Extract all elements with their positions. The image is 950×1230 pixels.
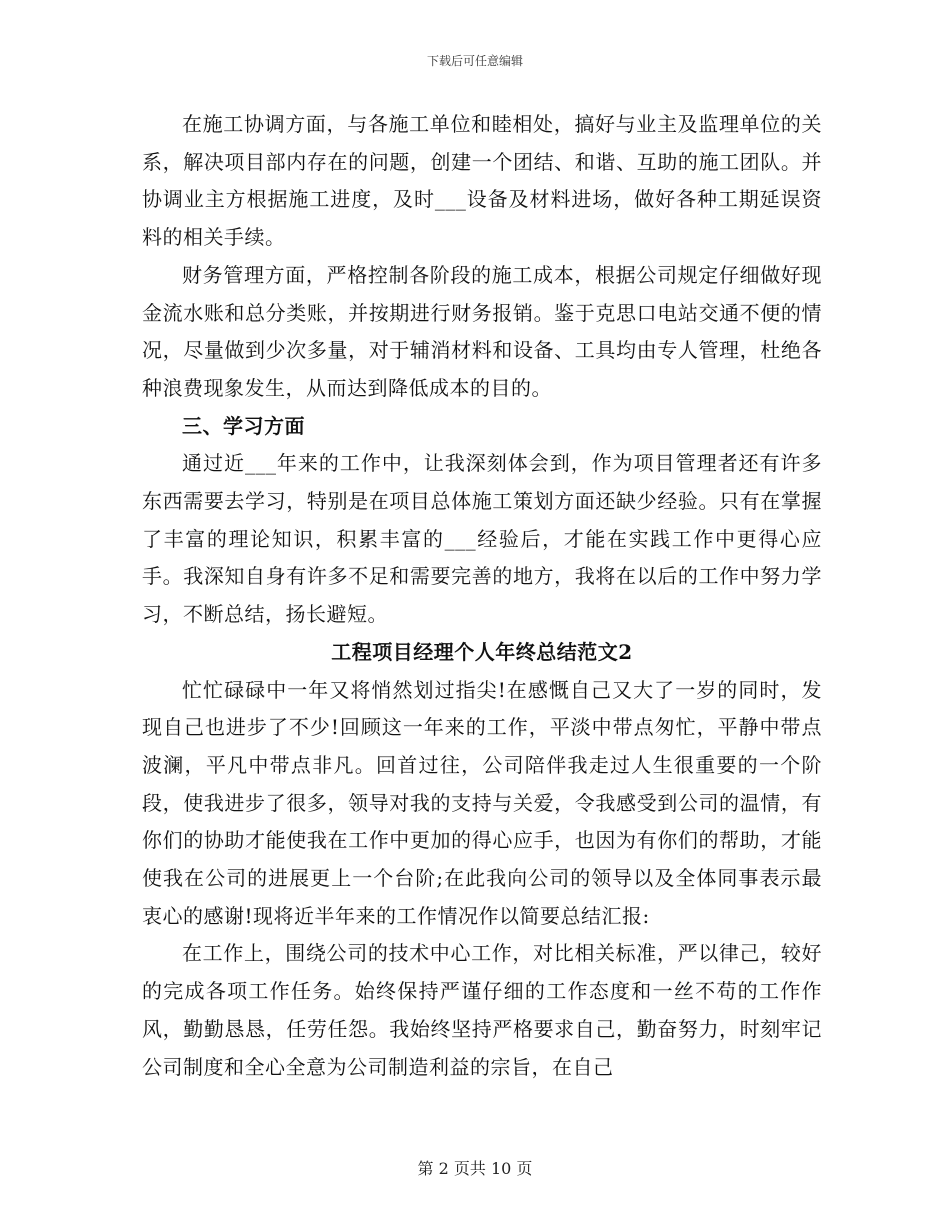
paragraph-construction-coordination: 在施工协调方面，与各施工单位和睦相处，搞好与业主及监理单位的关系，解决项目部内存在的问题，创建一个团结、和谐、互助的施工团队。并协调业主方根据施工进度，及时___设备及材料进场，做好各种工期延误资料的相关手续。 xyxy=(142,112,822,250)
paragraph-year-review: 忙忙碌碌中一年又将悄然划过指尖!在感慨自己又大了一岁的同时，发现自己也进步了不少!回顾这一年来的工作，平淡中带点匆忙，平静中带点波澜，平凡中带点非凡。回首过往，公司陪伴我走过人生很重要的一个阶段，使我进步了很多，领导对我的支持与关爱，令我感受到公司的温情，有你们的协助才能使我在工作中更加的得心应手，也因为有你们的帮助，才能使我在公司的进展更上一个台阶;在此我向公司的领导以及全体同事表示最衷心的感谢!现将近半年来的工作情况作以简要总结汇报: xyxy=(142,677,822,928)
page-footer: 第 2 页共 10 页 xyxy=(417,1159,533,1178)
paragraph-financial-management: 财务管理方面，严格控制各阶段的施工成本，根据公司规定仔细做好现金流水账和总分类账，并按期进行财务报销。鉴于克思口电站交通不便的情况，尽量做到少次多量，对于辅消材料和设备、工具均由专人管理，杜绝各种浪费现象发生，从而达到降低成本的目的。 xyxy=(142,262,822,400)
paragraph-work: 在工作上，围绕公司的技术中心工作，对比相关标准，严以律己，较好的完成各项工作任务。始终保持严谨仔细的工作态度和一丝不苟的工作作风，勤勤恳恳，任劳任怨。我始终坚持严格要求自己，勤奋努力，时刻牢记公司制度和全心全意为公司制造利益的宗旨，在自己 xyxy=(142,941,822,1079)
paragraph-learning: 通过近___年来的工作中，让我深刻体会到，作为项目管理者还有许多东西需要去学习，特别是在项目总体施工策划方面还缺少经验。只有在掌握了丰富的理论知识，积累丰富的___经验后，才能在实践工作中更得心应手。我深知自身有许多不足和需要完善的地方，我将在以后的工作中努力学习，不断总结，扬长避短。 xyxy=(142,451,822,627)
section-heading-learning: 三、学习方面 xyxy=(182,413,305,438)
document-body xyxy=(142,106,822,1086)
page-header: 下载后可任意编辑 xyxy=(426,54,523,68)
article-title: 工程项目经理个人年终总结范文2 xyxy=(331,639,633,664)
